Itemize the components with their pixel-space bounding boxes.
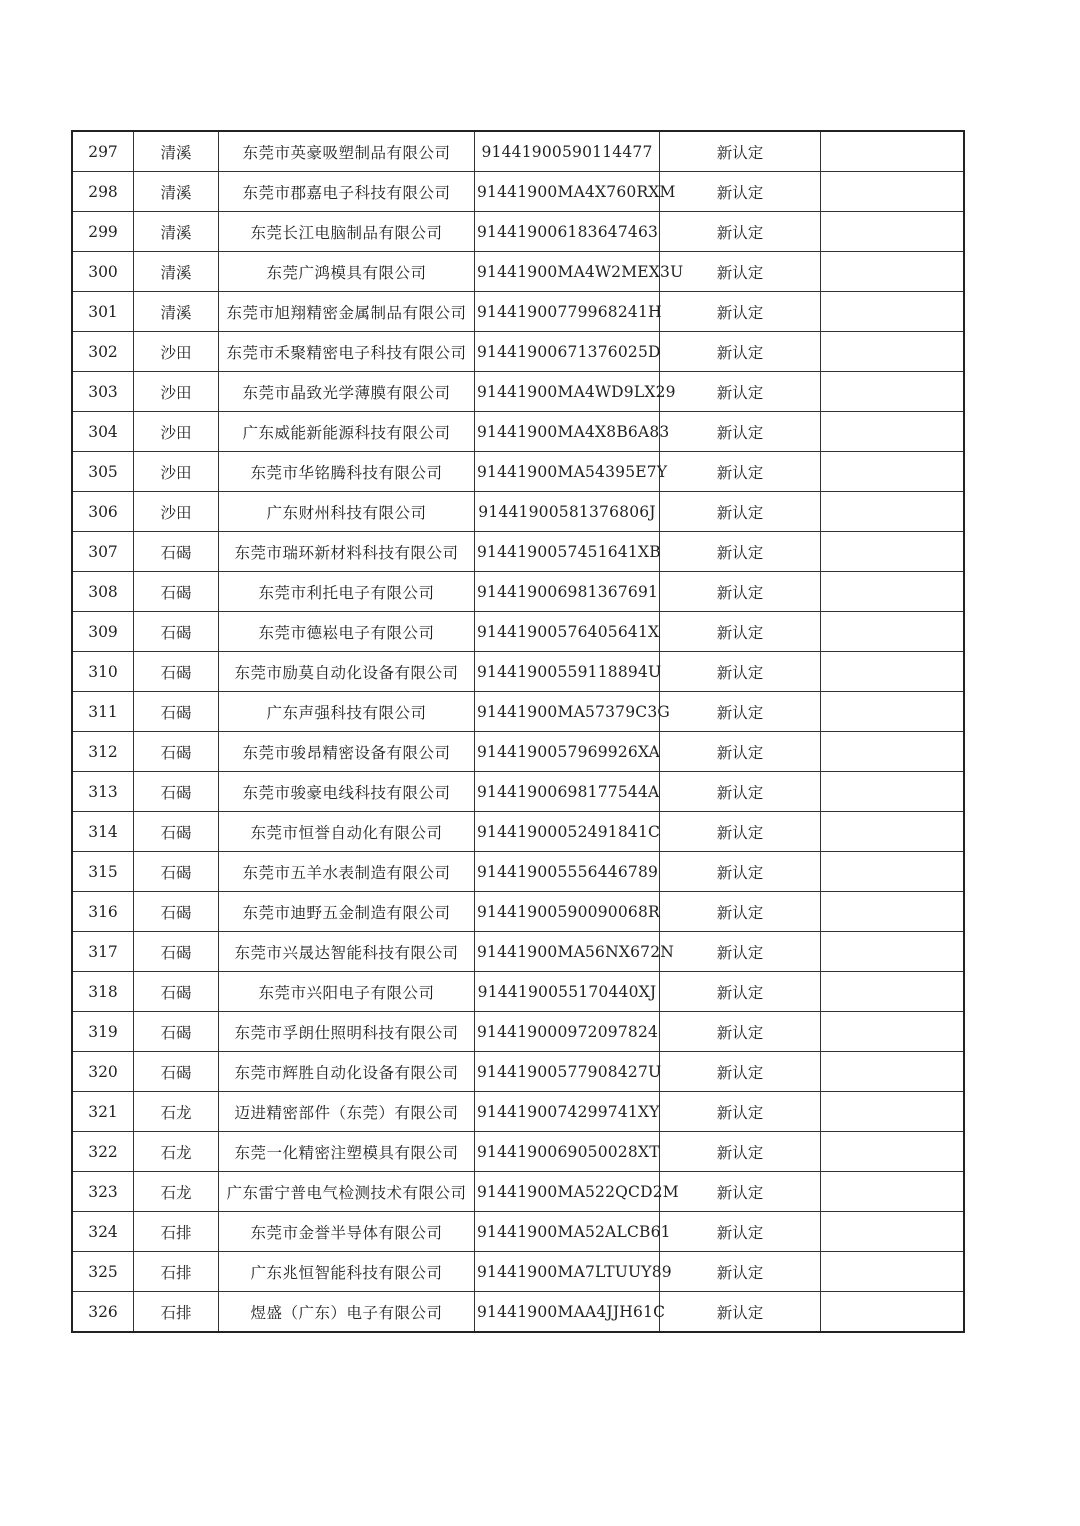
credit-code-cell: 9144190057969926XA — [475, 732, 660, 772]
table-row — [72, 212, 964, 252]
status-cell: 新认定 — [660, 892, 821, 932]
table-row — [72, 1292, 964, 1333]
table-row — [72, 852, 964, 892]
status-cell: 新认定 — [660, 572, 821, 612]
status-cell: 新认定 — [660, 1292, 821, 1333]
credit-code-cell: 91441900MA52ALCB61 — [475, 1212, 660, 1252]
status-cell: 新认定 — [660, 1172, 821, 1212]
row-number: 300 — [72, 252, 134, 292]
town-cell: 石碣 — [134, 1052, 219, 1092]
row-number: 307 — [72, 532, 134, 572]
company-name-cell: 东莞市恒誉自动化有限公司 — [219, 812, 475, 852]
table-row — [72, 1052, 964, 1092]
note-cell — [821, 772, 965, 812]
company-name-cell: 东莞市利托电子有限公司 — [219, 572, 475, 612]
town-cell: 沙田 — [134, 452, 219, 492]
town-cell: 沙田 — [134, 332, 219, 372]
company-name-cell: 东莞市禾聚精密电子科技有限公司 — [219, 332, 475, 372]
town-cell: 石碣 — [134, 532, 219, 572]
company-name-cell: 东莞市旭翔精密金属制品有限公司 — [219, 292, 475, 332]
status-cell: 新认定 — [660, 412, 821, 452]
note-cell — [821, 212, 965, 252]
row-number: 303 — [72, 372, 134, 412]
note-cell — [821, 892, 965, 932]
note-cell — [821, 1092, 965, 1132]
town-cell: 清溪 — [134, 131, 219, 172]
credit-code-cell: 914419000972097824 — [475, 1012, 660, 1052]
company-name-cell: 东莞市华铭腾科技有限公司 — [219, 452, 475, 492]
note-cell — [821, 1012, 965, 1052]
town-cell: 石碣 — [134, 972, 219, 1012]
row-number: 299 — [72, 212, 134, 252]
note-cell — [821, 252, 965, 292]
company-name-cell: 东莞广鸿模具有限公司 — [219, 252, 475, 292]
row-number: 323 — [72, 1172, 134, 1212]
credit-code-cell: 914419006981367691 — [475, 572, 660, 612]
company-name-cell: 东莞市励莫自动化设备有限公司 — [219, 652, 475, 692]
town-cell: 石排 — [134, 1252, 219, 1292]
status-cell: 新认定 — [660, 252, 821, 292]
note-cell — [821, 932, 965, 972]
status-cell: 新认定 — [660, 492, 821, 532]
row-number: 306 — [72, 492, 134, 532]
table-row — [72, 412, 964, 452]
table-row — [72, 131, 964, 172]
status-cell: 新认定 — [660, 972, 821, 1012]
note-cell — [821, 852, 965, 892]
credit-code-cell: 9144190057451641XB — [475, 532, 660, 572]
note-cell — [821, 812, 965, 852]
row-number: 324 — [72, 1212, 134, 1252]
company-name-cell: 广东声强科技有限公司 — [219, 692, 475, 732]
table-row — [72, 612, 964, 652]
town-cell: 石碣 — [134, 1012, 219, 1052]
row-number: 297 — [72, 131, 134, 172]
status-cell: 新认定 — [660, 212, 821, 252]
table-row — [72, 252, 964, 292]
credit-code-cell: 91441900MA7LTUUY89 — [475, 1252, 660, 1292]
note-cell — [821, 972, 965, 1012]
table-row — [72, 172, 964, 212]
credit-code-cell: 91441900590090068R — [475, 892, 660, 932]
credit-code-cell: 91441900MA4WD9LX29 — [475, 372, 660, 412]
table-row — [72, 332, 964, 372]
credit-code-cell: 914419005556446789 — [475, 852, 660, 892]
table-row — [72, 292, 964, 332]
credit-code-cell: 91441900MA4X760RXM — [475, 172, 660, 212]
credit-code-cell: 91441900MA522QCD2M — [475, 1172, 660, 1212]
credit-code-cell: 9144190074299741XY — [475, 1092, 660, 1132]
note-cell — [821, 1052, 965, 1092]
table-row — [72, 892, 964, 932]
table-row — [72, 772, 964, 812]
note-cell — [821, 172, 965, 212]
status-cell: 新认定 — [660, 1092, 821, 1132]
status-cell: 新认定 — [660, 772, 821, 812]
town-cell: 石碣 — [134, 812, 219, 852]
row-number: 315 — [72, 852, 134, 892]
town-cell: 石碣 — [134, 852, 219, 892]
row-number: 317 — [72, 932, 134, 972]
town-cell: 石排 — [134, 1292, 219, 1333]
credit-code-cell: 91441900MA54395E7Y — [475, 452, 660, 492]
status-cell: 新认定 — [660, 372, 821, 412]
town-cell: 沙田 — [134, 372, 219, 412]
row-number: 298 — [72, 172, 134, 212]
credit-code-cell: 91441900MA56NX672N — [475, 932, 660, 972]
company-name-cell: 东莞市晶致光学薄膜有限公司 — [219, 372, 475, 412]
credit-code-cell: 9144190055170440XJ — [475, 972, 660, 1012]
town-cell: 沙田 — [134, 492, 219, 532]
town-cell: 石龙 — [134, 1092, 219, 1132]
row-number: 321 — [72, 1092, 134, 1132]
status-cell: 新认定 — [660, 1132, 821, 1172]
credit-code-cell: 91441900698177544A — [475, 772, 660, 812]
note-cell — [821, 612, 965, 652]
credit-code-cell: 91441900576405641X — [475, 612, 660, 652]
town-cell: 石碣 — [134, 692, 219, 732]
table-body — [72, 131, 964, 1332]
company-name-cell: 东莞市骏昂精密设备有限公司 — [219, 732, 475, 772]
credit-code-cell: 91441900590114477 — [475, 131, 660, 172]
credit-code-cell: 91441900MA4X8B6A83 — [475, 412, 660, 452]
company-name-cell: 东莞一化精密注塑模具有限公司 — [219, 1132, 475, 1172]
row-number: 309 — [72, 612, 134, 652]
row-number: 314 — [72, 812, 134, 852]
credit-code-cell: 91441900MAA4JJH61C — [475, 1292, 660, 1333]
table-row — [72, 1012, 964, 1052]
table-row — [72, 372, 964, 412]
status-cell: 新认定 — [660, 532, 821, 572]
row-number: 304 — [72, 412, 134, 452]
company-name-cell: 东莞市辉胜自动化设备有限公司 — [219, 1052, 475, 1092]
status-cell: 新认定 — [660, 852, 821, 892]
row-number: 305 — [72, 452, 134, 492]
company-name-cell: 东莞市郡嘉电子科技有限公司 — [219, 172, 475, 212]
status-cell: 新认定 — [660, 692, 821, 732]
town-cell: 石龙 — [134, 1172, 219, 1212]
row-number: 313 — [72, 772, 134, 812]
town-cell: 石碣 — [134, 652, 219, 692]
note-cell — [821, 1252, 965, 1292]
table-row — [72, 1252, 964, 1292]
table-row — [72, 492, 964, 532]
status-cell: 新认定 — [660, 612, 821, 652]
company-name-cell: 东莞市孚朗仕照明科技有限公司 — [219, 1012, 475, 1052]
status-cell: 新认定 — [660, 172, 821, 212]
town-cell: 清溪 — [134, 172, 219, 212]
town-cell: 石碣 — [134, 892, 219, 932]
row-number: 322 — [72, 1132, 134, 1172]
note-cell — [821, 532, 965, 572]
note-cell — [821, 452, 965, 492]
note-cell — [821, 1212, 965, 1252]
company-name-cell: 广东威能新能源科技有限公司 — [219, 412, 475, 452]
table-row — [72, 1212, 964, 1252]
row-number: 310 — [72, 652, 134, 692]
table-row — [72, 532, 964, 572]
status-cell: 新认定 — [660, 1212, 821, 1252]
town-cell: 清溪 — [134, 252, 219, 292]
note-cell — [821, 692, 965, 732]
table-row — [72, 972, 964, 1012]
town-cell: 清溪 — [134, 292, 219, 332]
company-name-cell: 东莞市兴晟达智能科技有限公司 — [219, 932, 475, 972]
note-cell — [821, 1172, 965, 1212]
credit-code-cell: 9144190069050028XT — [475, 1132, 660, 1172]
row-number: 311 — [72, 692, 134, 732]
table-row — [72, 572, 964, 612]
town-cell: 石碣 — [134, 572, 219, 612]
credit-code-cell: 91441900577908427U — [475, 1052, 660, 1092]
table-row — [72, 1092, 964, 1132]
note-cell — [821, 131, 965, 172]
company-name-cell: 东莞市五羊水表制造有限公司 — [219, 852, 475, 892]
credit-code-cell: 91441900MA4W2MEX3U — [475, 252, 660, 292]
status-cell: 新认定 — [660, 732, 821, 772]
row-number: 301 — [72, 292, 134, 332]
table-row — [72, 652, 964, 692]
credit-code-cell: 91441900052491841C — [475, 812, 660, 852]
company-name-cell: 东莞市迪野五金制造有限公司 — [219, 892, 475, 932]
note-cell — [821, 412, 965, 452]
credit-code-cell: 91441900581376806J — [475, 492, 660, 532]
table-row — [72, 452, 964, 492]
note-cell — [821, 1292, 965, 1333]
company-name-cell: 东莞市瑞环新材料科技有限公司 — [219, 532, 475, 572]
row-number: 312 — [72, 732, 134, 772]
status-cell: 新认定 — [660, 932, 821, 972]
table-row — [72, 812, 964, 852]
note-cell — [821, 292, 965, 332]
town-cell: 石碣 — [134, 772, 219, 812]
status-cell: 新认定 — [660, 292, 821, 332]
credit-code-cell: 91441900671376025D — [475, 332, 660, 372]
credit-code-cell: 91441900MA57379C3G — [475, 692, 660, 732]
row-number: 326 — [72, 1292, 134, 1333]
status-cell: 新认定 — [660, 131, 821, 172]
table-row — [72, 692, 964, 732]
company-name-cell: 广东兆恒智能科技有限公司 — [219, 1252, 475, 1292]
company-name-cell: 东莞市英豪吸塑制品有限公司 — [219, 131, 475, 172]
note-cell — [821, 572, 965, 612]
note-cell — [821, 372, 965, 412]
note-cell — [821, 732, 965, 772]
company-name-cell: 东莞市德崧电子有限公司 — [219, 612, 475, 652]
company-name-cell: 东莞市兴阳电子有限公司 — [219, 972, 475, 1012]
town-cell: 石排 — [134, 1212, 219, 1252]
company-name-cell: 迈进精密部件（东莞）有限公司 — [219, 1092, 475, 1132]
credit-code-cell: 91441900779968241H — [475, 292, 660, 332]
town-cell: 石碣 — [134, 732, 219, 772]
row-number: 302 — [72, 332, 134, 372]
company-name-cell: 广东财州科技有限公司 — [219, 492, 475, 532]
status-cell: 新认定 — [660, 812, 821, 852]
row-number: 325 — [72, 1252, 134, 1292]
table-row — [72, 1172, 964, 1212]
row-number: 318 — [72, 972, 134, 1012]
company-list-table — [71, 130, 965, 1333]
row-number: 319 — [72, 1012, 134, 1052]
note-cell — [821, 1132, 965, 1172]
note-cell — [821, 332, 965, 372]
status-cell: 新认定 — [660, 1052, 821, 1092]
table-row — [72, 1132, 964, 1172]
status-cell: 新认定 — [660, 332, 821, 372]
status-cell: 新认定 — [660, 1012, 821, 1052]
row-number: 308 — [72, 572, 134, 612]
note-cell — [821, 652, 965, 692]
table-row — [72, 932, 964, 972]
town-cell: 石龙 — [134, 1132, 219, 1172]
status-cell: 新认定 — [660, 452, 821, 492]
note-cell — [821, 492, 965, 532]
status-cell: 新认定 — [660, 1252, 821, 1292]
town-cell: 石碣 — [134, 932, 219, 972]
credit-code-cell: 91441900559118894U — [475, 652, 660, 692]
company-name-cell: 东莞市骏豪电线科技有限公司 — [219, 772, 475, 812]
row-number: 320 — [72, 1052, 134, 1092]
company-name-cell: 东莞市金誉半导体有限公司 — [219, 1212, 475, 1252]
row-number: 316 — [72, 892, 134, 932]
town-cell: 清溪 — [134, 212, 219, 252]
company-name-cell: 广东雷宁普电气检测技术有限公司 — [219, 1172, 475, 1212]
credit-code-cell: 914419006183647463 — [475, 212, 660, 252]
status-cell: 新认定 — [660, 652, 821, 692]
town-cell: 沙田 — [134, 412, 219, 452]
company-name-cell: 东莞长江电脑制品有限公司 — [219, 212, 475, 252]
company-name-cell: 煜盛（广东）电子有限公司 — [219, 1292, 475, 1333]
table-row — [72, 732, 964, 772]
town-cell: 石碣 — [134, 612, 219, 652]
